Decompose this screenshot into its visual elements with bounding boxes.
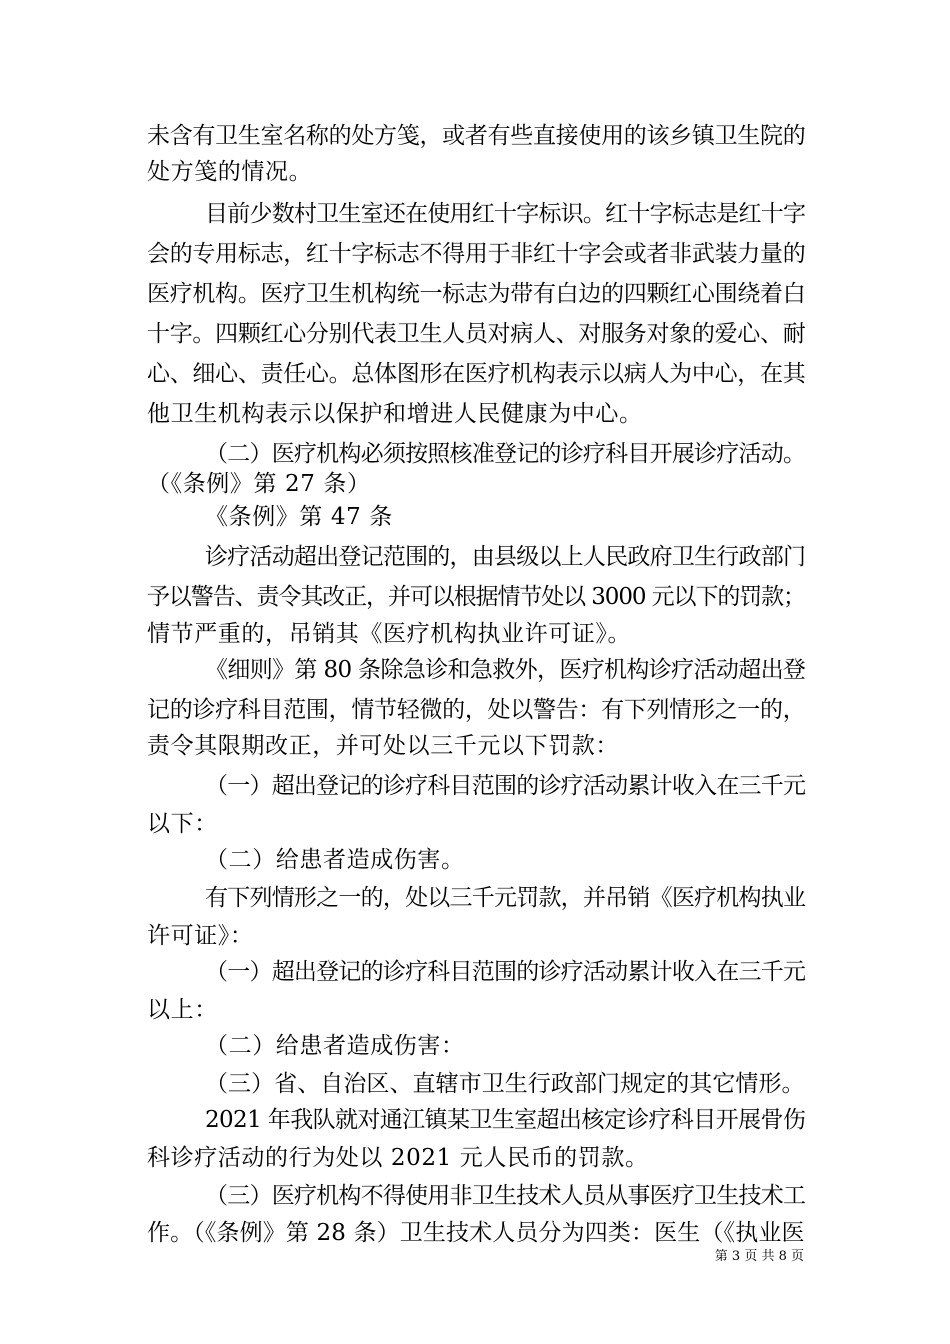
text-line: 未含有卫生室名称的处方笺，或者有些直接使用的该乡镇卫生院的 xyxy=(147,123,806,149)
text-line: 以下： xyxy=(147,811,218,837)
text-line: （《条例》第 27 条） xyxy=(147,471,371,497)
text-line: （一）超出登记的诊疗科目范围的诊疗活动累计收入在三千元 xyxy=(205,773,806,799)
text-line: 有下列情形之一的，处以三千元罚款，并吊销《医疗机构执业 xyxy=(205,885,806,911)
text-line: 以上： xyxy=(147,997,218,1023)
text-line: 心、细心、责任心。总体图形在医疗机构表示以病人为中心，在其 xyxy=(147,361,806,387)
page-footer: 第 3 页 共 8 页 xyxy=(714,1249,804,1264)
text-line: 情节严重的，吊销其《医疗机构执业许可证》。 xyxy=(147,621,632,647)
text-line: 目前少数村卫生室还在使用红十字标识。红十字标志是红十字 xyxy=(205,201,806,227)
text-line: 许可证》： xyxy=(147,923,254,949)
text-line: 会的专用标志，红十字标志不得用于非红十字会或者非武装力量的 xyxy=(147,241,806,267)
text-line: （三）医疗机构不得使用非卫生技术人员从事医疗卫生技术工 xyxy=(205,1183,806,1209)
text-line: （三）省、自治区、直辖市卫生行政部门规定的其它情形。 xyxy=(205,1071,805,1097)
text-line: 《条例》第 47 条 xyxy=(205,504,393,530)
text-line: 予以警告、责令其改正，并可以根据情节处以 3000 元以下的罚款； xyxy=(147,584,805,610)
text-line: 作。（《条例》第 28 条）卫生技术人员分为四类：医生（《执业医 xyxy=(147,1220,805,1246)
text-line: （二）给患者造成伤害。 xyxy=(205,847,465,873)
text-line: 记的诊疗科目范围，情节轻微的，处以警告：有下列情形之一的， xyxy=(147,697,806,723)
text-line: （一）超出登记的诊疗科目范围的诊疗活动累计收入在三千元 xyxy=(205,959,806,985)
text-line: 他卫生机构表示以保护和增进人民健康为中心。 xyxy=(147,401,643,427)
text-line: 科诊疗活动的行为处以 2021 元人民币的罚款。 xyxy=(147,1145,649,1171)
text-line: 十字。四颗红心分别代表卫生人员对病人、对服务对象的爱心、耐 xyxy=(147,321,806,347)
text-line: （二）给患者造成伤害： xyxy=(205,1033,465,1059)
text-line: 2021 年我队就对通江镇某卫生室超出核定诊疗科目开展骨伤 xyxy=(205,1107,806,1133)
text-line: 《细则》第 80 条除急诊和急救外，医疗机构诊疗活动超出登 xyxy=(205,657,806,683)
text-line: 处方笺的情况。 xyxy=(147,159,313,185)
text-line: （二）医疗机构必须按照核准登记的诊疗科目开展诊疗活动。 xyxy=(205,441,806,467)
text-line: 诊疗活动超出登记范围的，由县级以上人民政府卫生行政部门 xyxy=(205,544,806,570)
text-line: 医疗机构。医疗卫生机构统一标志为带有白边的四颗红心围绕着白 xyxy=(147,281,806,307)
text-line: 责令其限期改正，并可处以三千元以下罚款： xyxy=(147,733,619,759)
